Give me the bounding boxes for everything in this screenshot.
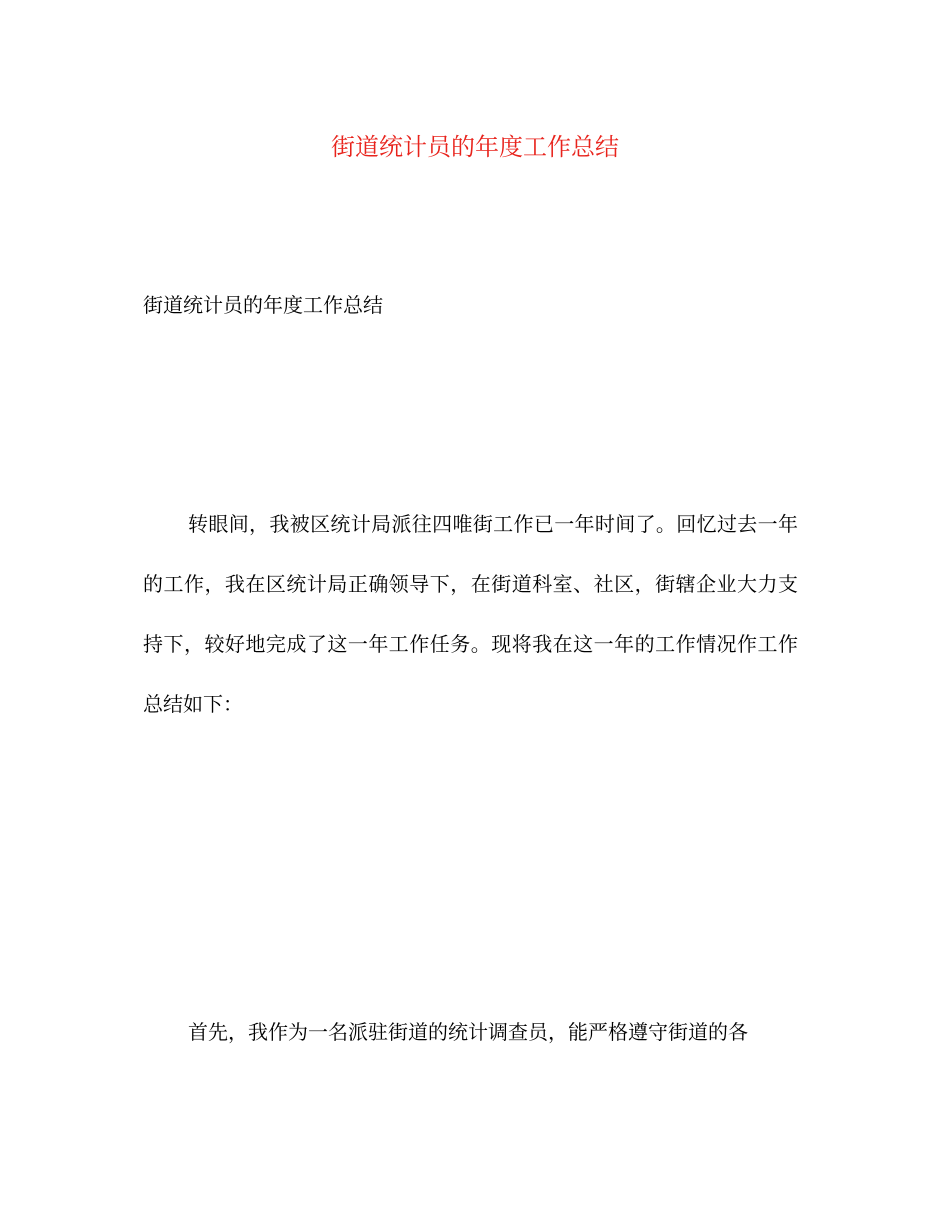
document-title: 街道统计员的年度工作总结 — [331, 133, 619, 161]
paragraph-intro: 转眼间，我被区统计局派往四唯街工作已一年时间了。回忆过去一年的工作，我在区统计局正确领导下，在街道科室、社区，街辖企业大力支持下，较好地完成了这一年工作任务。现将我在这一年的工作情况作工作总结如下： — [143, 512, 798, 716]
document-subtitle: 街道统计员的年度工作总结 — [143, 293, 383, 317]
paragraph-first-point: 首先，我作为一名派驻街道的统计调查员，能严格遵守街道的各 — [188, 1020, 748, 1044]
